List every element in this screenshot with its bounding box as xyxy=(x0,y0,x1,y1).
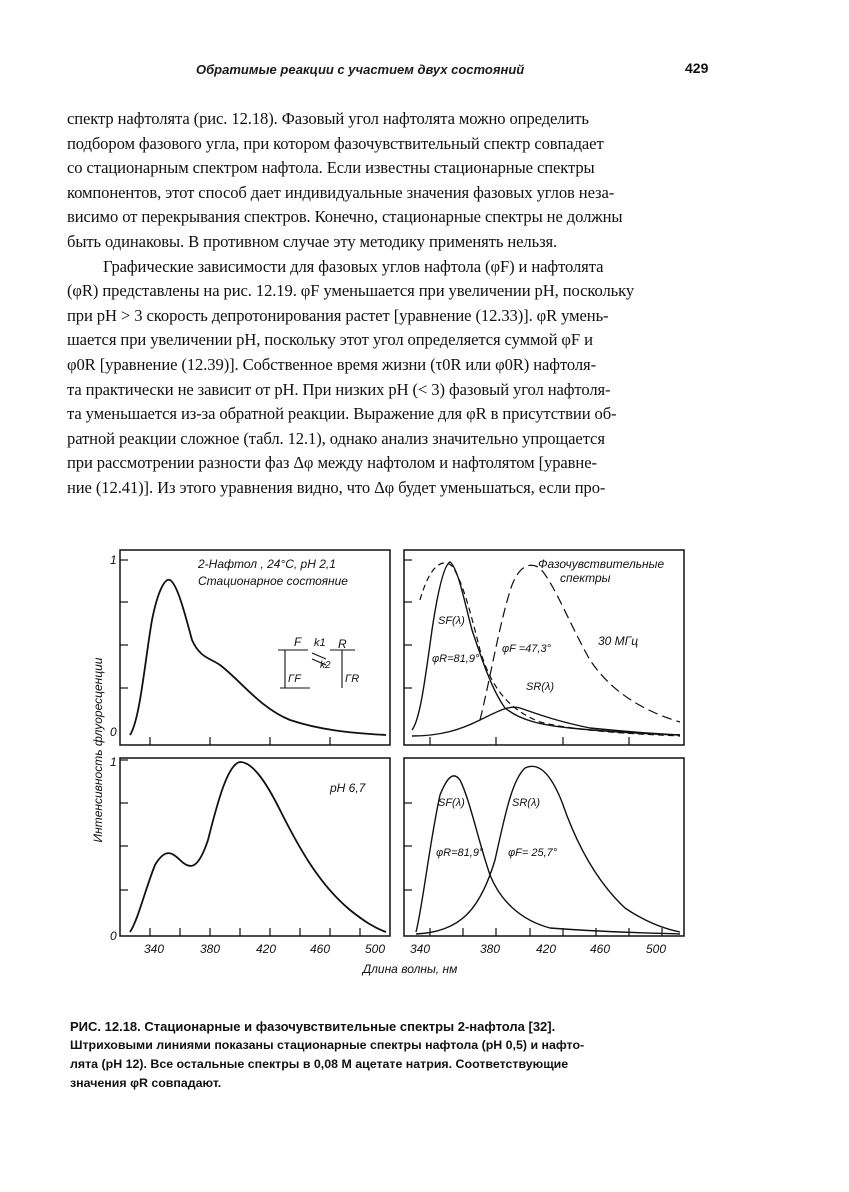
text-line: при pH > 3 скорость депротонирования растет [уравнение (12.33)]. φR умень- xyxy=(67,305,609,325)
y-tick-0-top: 0 xyxy=(110,725,117,739)
panel-bl-ph: pH 6,7 xyxy=(330,781,366,795)
panel-br-sr: SR(λ) xyxy=(512,797,541,809)
panel-tr-sr: SR(λ) xyxy=(526,681,555,693)
text-line: та практически не зависит от pH. При низких pH (< 3) фазовый угол нафтоля- xyxy=(67,379,611,399)
figure-svg xyxy=(80,540,700,1000)
panel-br-phir: φR=81,9° xyxy=(436,847,484,859)
body-text xyxy=(67,107,747,501)
caption-line: лята (pH 12). Все остальные спектры в 0,08 М ацетате натрия. Соответствующие xyxy=(70,1057,569,1071)
text-line: ратной реакции сложное (табл. 12.1), однако анализ значительно упрощается xyxy=(67,428,605,448)
panel-tr-title-2: спектры xyxy=(560,571,611,585)
y-tick-0-bottom: 0 xyxy=(110,929,117,943)
y-ticks-left xyxy=(120,560,412,890)
x-tick-label: 420 xyxy=(255,942,277,956)
x-tick-label: 460 xyxy=(589,942,611,956)
x-tick-label: 380 xyxy=(479,942,501,956)
text-line: спектр нафтолята (рис. 12.18). Фазовый угол нафтолята можно определить xyxy=(67,109,589,128)
panel-tr-freq: 30 МГц xyxy=(598,634,639,648)
figure-12-18 xyxy=(80,540,700,1000)
figure-caption xyxy=(70,1017,730,1093)
scheme-k1: k1 xyxy=(314,637,326,649)
y-axis-label: Интенсивность флуоресценции xyxy=(91,657,105,843)
text-line: компонентов, этот способ дает индивидуальные значения фазовых углов неза- xyxy=(67,182,615,202)
panel-tl-title-2: Стационарное состояние xyxy=(198,574,348,588)
page-number: 429 xyxy=(685,60,709,76)
x-ticks xyxy=(150,737,662,936)
x-tick-label: 500 xyxy=(645,942,667,956)
x-tick-label: 420 xyxy=(535,942,557,956)
x-tick-label: 340 xyxy=(143,942,165,956)
panel-tl-title-1: 2-Нафтол , 24°С, pH 2,1 xyxy=(198,557,336,571)
caption-line: Штриховыми линиями показаны стационарные спектры нафтола (pH 0,5) и нафто- xyxy=(70,1038,585,1052)
y-tick-1-top: 1 xyxy=(110,553,117,567)
running-title: Обратимые реакции с участием двух состояний xyxy=(196,62,525,77)
text-line: висимо от перекрывания спектров. Конечно, стационарные спектры не должны xyxy=(67,207,623,227)
text-line: быть одинаковы. В противном случае эту методику применять нельзя. xyxy=(67,231,558,251)
text-line: φ0R [уравнение (12.39)]. Собственное время жизни (τ0R или φ0R) нафтоля- xyxy=(67,354,596,374)
scheme-f: F xyxy=(294,635,302,649)
text-line: та уменьшается из-за обратной реакции. Выражение для φR в присутствии об- xyxy=(67,404,617,424)
panel-tr-phir: φR=81,9° xyxy=(432,653,480,665)
sr-curve-top xyxy=(412,707,680,736)
panel-tr-sf: SF(λ) xyxy=(438,615,465,627)
x-tick-label: 380 xyxy=(199,942,221,956)
text-line: подбором фазового угла, при котором фазочувствительный спектр совпадает xyxy=(67,133,604,153)
text-line: со стационарным спектром нафтола. Если известны стационарные спектры xyxy=(67,158,595,178)
scheme-r: R xyxy=(338,637,347,651)
text-line: (φR) представлены на рис. 12.19. φF уменьшается при увеличении pH, поскольку xyxy=(67,281,635,301)
text-line: ние (12.41)]. Из этого уравнения видно, что Δφ будет уменьшаться, если про- xyxy=(67,477,606,497)
text-line: шается при увеличении pH, поскольку этот угол определяется суммой φF и xyxy=(67,330,593,350)
steady-state-curve xyxy=(130,580,386,735)
x-tick-label: 500 xyxy=(364,942,386,956)
text-line: Графические зависимости для фазовых углов нафтола (φF) и нафтолята xyxy=(103,256,604,276)
x-tick-label: 340 xyxy=(409,942,431,956)
text-line: при рассмотрении разности фаз Δφ между нафтолом и нафтолятом [уравне- xyxy=(67,453,597,473)
scheme-k2: k2 xyxy=(320,660,331,671)
x-axis-label: Длина волны, нм xyxy=(362,962,458,976)
panel-br-sf: SF(λ) xyxy=(438,797,465,809)
caption-line: значения φR совпадают. xyxy=(70,1076,222,1090)
panel-tr-title-1: Фазочувствительные xyxy=(538,557,665,571)
panel-tr-phif: φF =47,3° xyxy=(502,643,551,655)
scheme-gamma-f: ΓF xyxy=(288,673,301,685)
y-tick-1-bottom: 1 xyxy=(110,755,117,769)
panel-br-phif: φF= 25,7° xyxy=(508,847,558,859)
scheme-gamma-r: ΓR xyxy=(345,673,360,685)
x-tick-label: 460 xyxy=(309,942,331,956)
caption-line: РИС. 12.18. Стационарные и фазочувствительные спектры 2-нафтола [32]. xyxy=(70,1019,556,1034)
